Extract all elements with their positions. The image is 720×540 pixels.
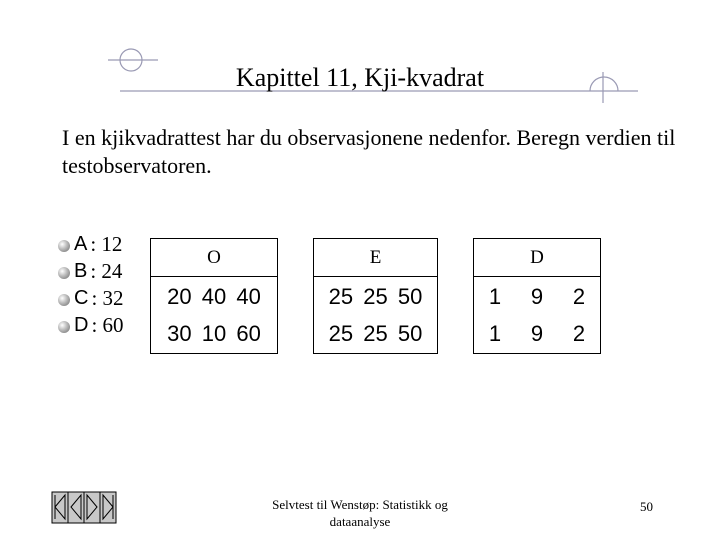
difference-cell: 2: [572, 321, 586, 346]
option-letter: A: [74, 233, 88, 255]
option-letter: B: [74, 260, 88, 282]
option-value: : 60: [91, 313, 124, 337]
difference-values: [474, 277, 601, 354]
option-c[interactable]: [58, 285, 124, 312]
expected-row-2: 25 25 50: [328, 321, 423, 346]
difference-row-1: [474, 278, 600, 315]
observed-table: [150, 238, 278, 354]
option-letter: C: [74, 287, 89, 309]
observed-row-2: 30 10 60: [167, 321, 261, 346]
last-slide-icon[interactable]: [100, 492, 116, 523]
bullet-icon: [58, 267, 70, 279]
option-value: : 32: [91, 286, 124, 310]
option-letter: D: [74, 314, 89, 336]
question-text: I en kjikvadrattest har du observasjonene nedenfor. Beregn verdien til testobservatoren.: [62, 125, 676, 178]
answer-options: [58, 231, 124, 339]
option-value: : 12: [90, 232, 123, 256]
previous-slide-icon[interactable]: [68, 492, 84, 523]
option-a[interactable]: [58, 231, 124, 258]
difference-cell: 9: [530, 284, 544, 309]
observed-values: [151, 277, 278, 354]
observed-row-1: 20 40 40: [167, 284, 261, 309]
expected-header: E: [314, 239, 438, 277]
option-d[interactable]: [58, 312, 124, 339]
next-slide-icon[interactable]: [84, 492, 100, 523]
expected-values: [314, 277, 438, 354]
observed-header: O: [151, 239, 278, 277]
bullet-icon: [58, 294, 70, 306]
difference-table: [473, 238, 601, 354]
bullet-icon: [58, 240, 70, 252]
slide-title: Kapittel 11, Kji-kvadrat: [235, 63, 485, 92]
footer-text: Selvtest til Wenstøp: Statistikk og dataanalyse: [272, 497, 448, 529]
difference-cell: 2: [572, 284, 586, 309]
slide-navigation: [51, 491, 117, 524]
first-slide-icon[interactable]: [52, 492, 68, 523]
option-value: : 24: [90, 259, 123, 283]
difference-cell: 9: [530, 321, 544, 346]
difference-row-2: [474, 315, 600, 352]
difference-header: D: [474, 239, 601, 277]
page-number: 50: [640, 499, 653, 514]
expected-table: [313, 238, 438, 354]
option-b[interactable]: [58, 258, 124, 285]
expected-row-1: 25 25 50: [328, 284, 423, 309]
difference-cell: 1: [488, 321, 502, 346]
difference-cell: 1: [488, 284, 502, 309]
bullet-icon: [58, 321, 70, 333]
